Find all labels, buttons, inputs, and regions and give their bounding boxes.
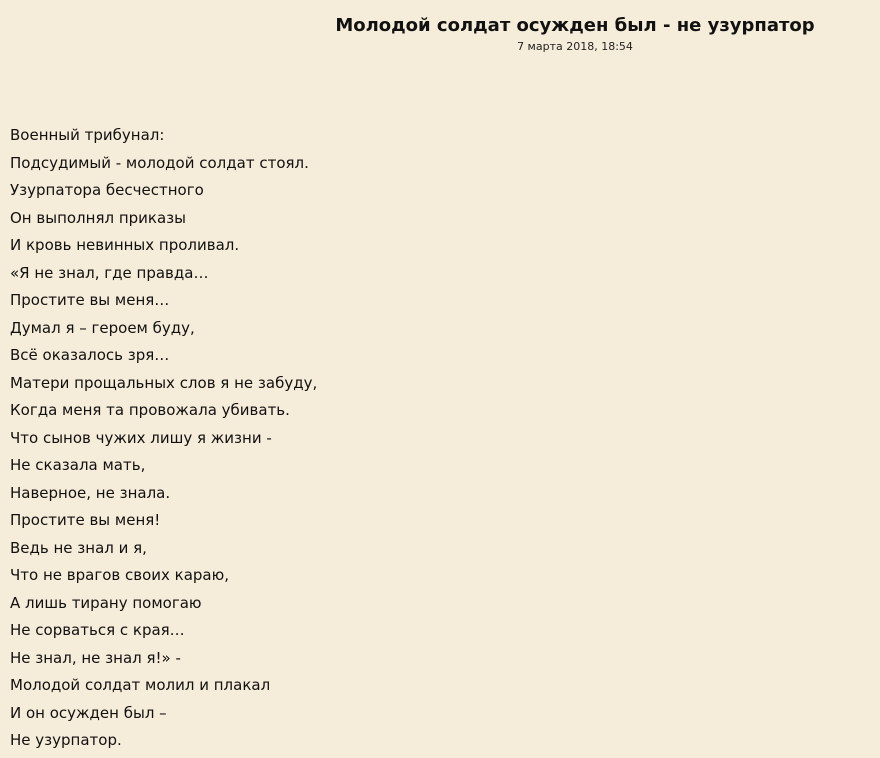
poem-line: А лишь тирану помогаю [10, 593, 202, 612]
poem-line: Молодой солдат молил и плакал [10, 676, 271, 694]
poem-line: Ведь не знал и я, [10, 538, 147, 557]
poem-line: Простите вы меня… [10, 291, 170, 309]
poem-line: Думал я – героем буду, [10, 318, 195, 337]
poem-line: Когда меня та провожала убивать. [10, 401, 290, 419]
post-header [270, 14, 880, 54]
poem-line: Всё оказалось зря… [10, 346, 170, 364]
poem-line: И он осужден был – [10, 703, 167, 722]
poem-line: И кровь невинных проливал. [10, 236, 240, 254]
poem-line: Простите вы меня! [10, 511, 161, 529]
poem-line: Что не врагов своих караю, [10, 566, 230, 584]
poem-line: Не сказала мать, [10, 456, 146, 474]
poem-line: Не знал, не знал я!» - [10, 648, 181, 667]
post-date: 7 марта 2018, 18:54 [517, 40, 633, 53]
poem-text [10, 122, 317, 755]
poem-line: Не узурпатор. [10, 731, 122, 749]
poem-line: Узурпатора бесчестного [10, 181, 204, 199]
poem-line: Он выполнял приказы [10, 208, 186, 227]
poem-line: Военный трибунал: [10, 126, 165, 144]
poem-line: Не сорваться с края… [10, 621, 185, 639]
poem-line: Подсудимый - молодой солдат стоял. [10, 153, 309, 172]
poem-line: «Я не знал, где правда… [10, 263, 209, 282]
poem-line: Матери прощальных слов я не забуду, [10, 373, 318, 392]
poem-line: Что сынов чужих лишу я жизни - [10, 428, 272, 447]
post-title: Молодой солдат осужден был - не узурпатор [335, 15, 815, 36]
poem-line: Наверное, не знала. [10, 483, 171, 502]
